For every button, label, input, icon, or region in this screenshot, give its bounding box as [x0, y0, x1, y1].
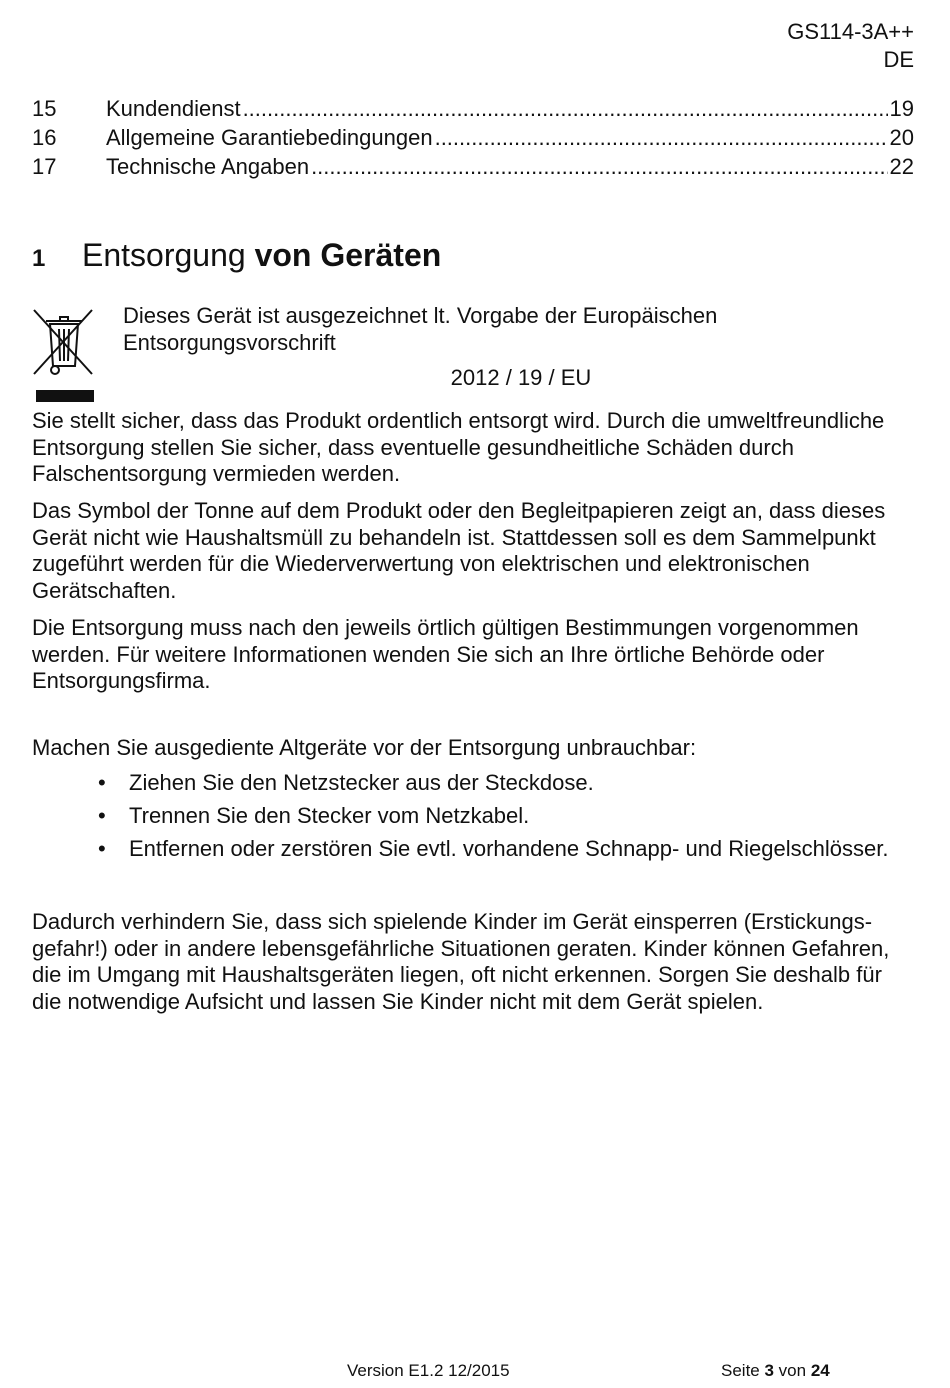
list-item-text: Trennen Sie den Stecker vom Netzkabel.	[129, 803, 530, 828]
toc-entry	[32, 152, 914, 181]
toc-leader	[311, 152, 887, 181]
paragraph: Sie stellt sicher, dass das Produkt ordentlich entsorgt wird. Durch die umweltfreundliche Entsorgung stellen Sie sicher, dass eventuelle gesundheitliche Schäden durch Falschentsorgung vermieden werden.	[32, 408, 885, 486]
paragraph: Dadurch verhindern Sie, dass sich spielende Kinder im Gerät einsperren (Erstickungs-gefahr!) oder in andere lebensgefährliche Situationen geraten. Kinder können Gefahren, die im Umgang mit Haushaltsgeräten liegen, oft nicht erkennen. Sorgen Sie deshalb für die notwendige Aufsicht und lassen Sie Kinder nicht mit dem Gerät spielen.	[32, 909, 890, 1014]
toc-number: 16	[32, 125, 57, 150]
paragraph: Machen Sie ausgediente Altgeräte vor der Entsorgung unbrauchbar:	[32, 735, 697, 760]
table-of-contents	[32, 94, 914, 181]
toc-leader	[243, 94, 888, 123]
page-middle: von	[773, 1361, 811, 1380]
page-prefix: Seite	[721, 1361, 765, 1380]
disposal-intro	[123, 302, 883, 356]
language-code: DE	[883, 47, 914, 72]
section-title-bold: von Geräten	[254, 237, 442, 273]
toc-entry	[32, 94, 914, 123]
toc-page: 19	[889, 96, 914, 121]
toc-title: Kundendienst	[106, 96, 241, 121]
toc-entry	[32, 123, 914, 152]
bullet-list	[32, 766, 917, 865]
toc-page: 22	[889, 154, 914, 179]
document-header	[787, 18, 914, 74]
toc-number: 17	[32, 154, 57, 179]
paragraph: Das Symbol der Tonne auf dem Produkt oder den Begleitpapieren zeigt an, dass dieses Gerät nicht wie Haushaltsmüll zu behandeln ist. Stattdessen soll es dem Sammelpunkt zugeführt werden für die Wiederverwertung von elektrischen und elektronischen Gerätschaften.	[32, 498, 886, 603]
list-item	[32, 832, 917, 865]
section-number: 1	[32, 245, 46, 272]
model-number: GS114-3A++	[787, 19, 914, 44]
intro-line: Dieses Gerät ist ausgezeichnet lt. Vorgabe der Europäischen	[123, 303, 718, 328]
list-item-text: Ziehen Sie den Netzstecker aus der Steckdose.	[129, 770, 594, 795]
footer-page-number	[721, 1360, 830, 1382]
toc-title: Allgemeine Garantiebedingungen	[106, 125, 433, 150]
paragraph: Die Entsorgung muss nach den jeweils örtlich gültigen Bestimmungen vorgenommen werden. Für weitere Informationen wenden Sie sich an Ihre örtliche Behörde oder Entsorgungsfirma.	[32, 615, 859, 693]
section-heading	[32, 234, 441, 280]
section-title-regular: Entsorgung	[82, 237, 255, 273]
list-item	[32, 799, 917, 832]
bullet-icon: •	[98, 836, 106, 861]
footer-version: Version E1.2 12/2015	[347, 1361, 510, 1380]
eu-directive: 2012 / 19 / EU	[450, 365, 592, 390]
bullet-icon: •	[98, 770, 106, 795]
page-current: 3	[764, 1361, 774, 1380]
toc-number: 15	[32, 96, 57, 121]
page-total: 24	[810, 1361, 830, 1380]
toc-leader	[435, 123, 888, 152]
bullet-icon: •	[98, 803, 106, 828]
intro-line: Entsorgungsvorschrift	[123, 330, 336, 355]
toc-title: Technische Angaben	[106, 154, 310, 179]
list-item-text: Entfernen oder zerstören Sie evtl. vorhandene Schnapp- und Riegelschlösser.	[129, 836, 889, 861]
toc-page: 20	[889, 125, 914, 150]
list-item	[32, 766, 917, 799]
section-title	[82, 234, 441, 276]
